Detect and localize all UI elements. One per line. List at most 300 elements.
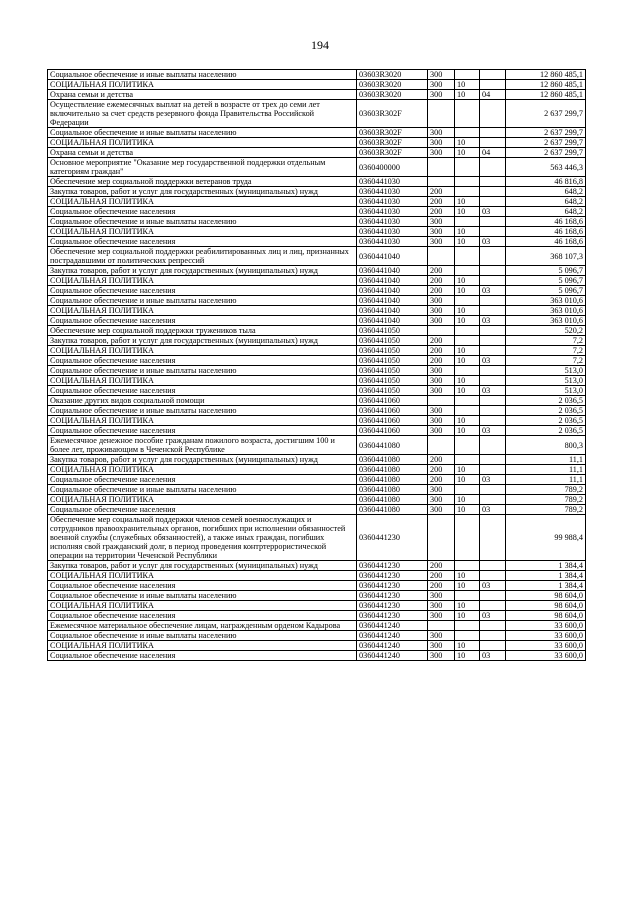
row-name-cell: Ежемесячное материальное обеспечение лицам, награжденным орденом Кадырова [48, 621, 357, 631]
row-section-cell: 10 [455, 90, 480, 100]
row-expense-type-cell: 200 [428, 276, 455, 286]
row-expense-type-cell: 200 [428, 465, 455, 475]
row-code-cell: 0360441050 [357, 376, 428, 386]
row-expense-type-cell: 300 [428, 426, 455, 436]
row-code-cell: 0360441230 [357, 591, 428, 601]
row-subsection-cell: 03 [480, 651, 506, 661]
row-section-cell: 10 [455, 571, 480, 581]
row-name-cell: Социальное обеспечение населения [48, 316, 357, 326]
row-code-cell: 0360441060 [357, 416, 428, 426]
row-amount-cell: 7,2 [506, 356, 586, 366]
row-amount-cell: 33 600,0 [506, 651, 586, 661]
row-name-cell: Социальное обеспечение и иные выплаты населению [48, 217, 357, 227]
table-row [48, 651, 586, 661]
row-code-cell: 0360441040 [357, 266, 428, 276]
table-row [48, 416, 586, 426]
row-code-cell: 0360441030 [357, 227, 428, 237]
row-amount-cell: 2 036,5 [506, 426, 586, 436]
row-name-cell: СОЦИАЛЬНАЯ ПОЛИТИКА [48, 495, 357, 505]
row-amount-cell: 789,2 [506, 485, 586, 495]
row-code-cell: 0360441230 [357, 601, 428, 611]
row-section-cell [455, 217, 480, 227]
row-subsection-cell [480, 217, 506, 227]
row-code-cell: 0360441040 [357, 286, 428, 296]
row-name-cell: Социальное обеспечение населения [48, 237, 357, 247]
row-subsection-cell [480, 247, 506, 266]
row-subsection-cell: 03 [480, 316, 506, 326]
row-code-cell: 0360441080 [357, 485, 428, 495]
row-subsection-cell [480, 515, 506, 561]
row-code-cell: 0360441050 [357, 326, 428, 336]
row-section-cell [455, 631, 480, 641]
row-expense-type-cell: 300 [428, 651, 455, 661]
row-subsection-cell [480, 641, 506, 651]
row-subsection-cell [480, 177, 506, 187]
row-amount-cell: 513,0 [506, 366, 586, 376]
row-expense-type-cell [428, 158, 455, 177]
row-expense-type-cell: 300 [428, 148, 455, 158]
table-row [48, 80, 586, 90]
row-name-cell: СОЦИАЛЬНАЯ ПОЛИТИКА [48, 346, 357, 356]
table-row [48, 376, 586, 386]
table-row [48, 316, 586, 326]
row-subsection-cell [480, 326, 506, 336]
row-subsection-cell [480, 346, 506, 356]
row-code-cell: 0360441060 [357, 406, 428, 416]
row-amount-cell: 2 036,5 [506, 406, 586, 416]
table-row [48, 276, 586, 286]
row-amount-cell: 1 384,4 [506, 561, 586, 571]
table-row [48, 406, 586, 416]
row-amount-cell: 363 010,6 [506, 306, 586, 316]
row-expense-type-cell: 300 [428, 591, 455, 601]
row-expense-type-cell: 300 [428, 128, 455, 138]
table-row [48, 346, 586, 356]
row-section-cell: 10 [455, 227, 480, 237]
row-code-cell: 0360441050 [357, 386, 428, 396]
row-section-cell [455, 515, 480, 561]
row-code-cell: 0360441040 [357, 296, 428, 306]
table-row [48, 366, 586, 376]
row-section-cell: 10 [455, 237, 480, 247]
table-row [48, 465, 586, 475]
row-code-cell: 0360441240 [357, 631, 428, 641]
row-amount-cell: 33 600,0 [506, 621, 586, 631]
row-subsection-cell [480, 100, 506, 128]
row-amount-cell: 1 384,4 [506, 581, 586, 591]
row-name-cell: Социальное обеспечение и иные выплаты населению [48, 128, 357, 138]
row-subsection-cell: 03 [480, 207, 506, 217]
row-code-cell: 0360441030 [357, 237, 428, 247]
table-row [48, 100, 586, 128]
row-code-cell: 0360441230 [357, 611, 428, 621]
table-row [48, 90, 586, 100]
row-section-cell: 10 [455, 276, 480, 286]
row-section-cell: 10 [455, 148, 480, 158]
row-name-cell: Социальное обеспечение и иные выплаты населению [48, 366, 357, 376]
row-section-cell: 10 [455, 505, 480, 515]
row-subsection-cell [480, 465, 506, 475]
row-name-cell: Обеспечение мер социальной поддержки членов семей военнослужащих и сотрудников правоохранительных органов, погибших при исполнении обязанностей военной службы (служебных обязанностей), а также иных граждан, погибших исполняя свой гражданский долг, в период проведения контртеррористической операции на территории Чеченской Республики [48, 515, 357, 561]
row-code-cell: 0360441030 [357, 207, 428, 217]
row-amount-cell: 98 604,0 [506, 611, 586, 621]
table-row [48, 641, 586, 651]
table-row [48, 266, 586, 276]
row-amount-cell: 368 107,3 [506, 247, 586, 266]
row-name-cell: Социальное обеспечение населения [48, 426, 357, 436]
row-expense-type-cell: 200 [428, 571, 455, 581]
row-section-cell [455, 485, 480, 495]
row-amount-cell: 363 010,6 [506, 316, 586, 326]
row-name-cell: СОЦИАЛЬНАЯ ПОЛИТИКА [48, 138, 357, 148]
row-subsection-cell [480, 631, 506, 641]
row-section-cell [455, 247, 480, 266]
row-subsection-cell [480, 128, 506, 138]
row-code-cell: 03603R302F [357, 138, 428, 148]
row-name-cell: Социальное обеспечение населения [48, 611, 357, 621]
row-subsection-cell [480, 376, 506, 386]
row-section-cell: 10 [455, 138, 480, 148]
row-section-cell [455, 455, 480, 465]
row-expense-type-cell [428, 326, 455, 336]
row-amount-cell: 1 384,4 [506, 571, 586, 581]
row-expense-type-cell: 200 [428, 266, 455, 276]
row-expense-type-cell: 200 [428, 475, 455, 485]
row-subsection-cell [480, 187, 506, 197]
table-row [48, 436, 586, 455]
row-amount-cell: 2 637 299,7 [506, 138, 586, 148]
row-expense-type-cell: 300 [428, 237, 455, 247]
row-subsection-cell [480, 406, 506, 416]
row-expense-type-cell [428, 100, 455, 128]
row-subsection-cell: 04 [480, 148, 506, 158]
row-amount-cell: 33 600,0 [506, 641, 586, 651]
row-section-cell: 10 [455, 611, 480, 621]
row-code-cell: 03603R3020 [357, 70, 428, 80]
row-code-cell: 0360441040 [357, 247, 428, 266]
row-name-cell: Оказание других видов социальной помощи [48, 396, 357, 406]
row-subsection-cell: 03 [480, 237, 506, 247]
row-section-cell [455, 326, 480, 336]
row-name-cell: СОЦИАЛЬНАЯ ПОЛИТИКА [48, 571, 357, 581]
row-code-cell: 0360441050 [357, 336, 428, 346]
row-expense-type-cell: 300 [428, 376, 455, 386]
row-name-cell: Закупка товаров, работ и услуг для государственных (муниципальных) нужд [48, 455, 357, 465]
row-section-cell [455, 158, 480, 177]
row-amount-cell: 363 010,6 [506, 296, 586, 306]
row-section-cell [455, 621, 480, 631]
row-code-cell: 03603R302F [357, 148, 428, 158]
row-expense-type-cell: 300 [428, 406, 455, 416]
row-amount-cell: 98 604,0 [506, 601, 586, 611]
row-name-cell: Обеспечение мер социальной поддержки реабилитированных лиц и лиц, признанных пострадавшими от политических репрессий [48, 247, 357, 266]
row-code-cell: 0360441040 [357, 306, 428, 316]
row-expense-type-cell: 200 [428, 207, 455, 217]
row-expense-type-cell: 300 [428, 227, 455, 237]
row-name-cell: Социальное обеспечение населения [48, 286, 357, 296]
table-row [48, 561, 586, 571]
row-section-cell: 10 [455, 495, 480, 505]
row-amount-cell: 99 988,4 [506, 515, 586, 561]
row-code-cell: 0360441230 [357, 571, 428, 581]
row-subsection-cell [480, 158, 506, 177]
budget-table [47, 69, 586, 661]
row-name-cell: Закупка товаров, работ и услуг для государственных (муниципальных) нужд [48, 266, 357, 276]
row-name-cell: Социальное обеспечение и иные выплаты населению [48, 485, 357, 495]
row-section-cell: 10 [455, 581, 480, 591]
table-row [48, 426, 586, 436]
row-name-cell: СОЦИАЛЬНАЯ ПОЛИТИКА [48, 601, 357, 611]
row-subsection-cell [480, 396, 506, 406]
row-section-cell [455, 70, 480, 80]
row-expense-type-cell: 300 [428, 138, 455, 148]
row-expense-type-cell: 300 [428, 306, 455, 316]
row-subsection-cell [480, 436, 506, 455]
row-section-cell [455, 396, 480, 406]
table-row [48, 237, 586, 247]
row-name-cell: Закупка товаров, работ и услуг для государственных (муниципальных) нужд [48, 336, 357, 346]
table-row [48, 148, 586, 158]
row-name-cell: Социальное обеспечение и иные выплаты населению [48, 406, 357, 416]
row-name-cell: Обеспечение мер социальной поддержки тружеников тыла [48, 326, 357, 336]
table-row [48, 326, 586, 336]
row-name-cell: СОЦИАЛЬНАЯ ПОЛИТИКА [48, 306, 357, 316]
row-amount-cell: 2 637 299,7 [506, 148, 586, 158]
row-expense-type-cell: 200 [428, 455, 455, 465]
row-subsection-cell [480, 306, 506, 316]
row-section-cell: 10 [455, 416, 480, 426]
row-amount-cell: 7,2 [506, 346, 586, 356]
row-name-cell: Закупка товаров, работ и услуг для государственных (муниципальных) нужд [48, 187, 357, 197]
row-name-cell: СОЦИАЛЬНАЯ ПОЛИТИКА [48, 197, 357, 207]
row-code-cell: 0360441230 [357, 581, 428, 591]
row-code-cell: 0360400000 [357, 158, 428, 177]
row-expense-type-cell: 300 [428, 641, 455, 651]
table-row [48, 571, 586, 581]
row-expense-type-cell: 200 [428, 197, 455, 207]
row-name-cell: Охрана семьи и детства [48, 148, 357, 158]
row-name-cell: СОЦИАЛЬНАЯ ПОЛИТИКА [48, 641, 357, 651]
row-subsection-cell [480, 485, 506, 495]
table-row [48, 197, 586, 207]
table-row [48, 356, 586, 366]
row-code-cell: 0360441040 [357, 316, 428, 326]
table-row [48, 591, 586, 601]
row-amount-cell: 5 096,7 [506, 276, 586, 286]
row-subsection-cell [480, 571, 506, 581]
row-subsection-cell [480, 266, 506, 276]
row-expense-type-cell [428, 621, 455, 631]
row-subsection-cell: 03 [480, 505, 506, 515]
row-section-cell [455, 366, 480, 376]
row-amount-cell: 46 168,6 [506, 227, 586, 237]
row-subsection-cell [480, 455, 506, 465]
row-code-cell: 0360441080 [357, 495, 428, 505]
row-amount-cell: 513,0 [506, 386, 586, 396]
row-name-cell: Обеспечение мер социальной поддержки ветеранов труда [48, 177, 357, 187]
table-row [48, 621, 586, 631]
row-expense-type-cell [428, 247, 455, 266]
row-code-cell: 0360441230 [357, 515, 428, 561]
row-name-cell: Социальное обеспечение и иные выплаты населению [48, 296, 357, 306]
row-code-cell: 0360441230 [357, 561, 428, 571]
row-amount-cell: 2 637 299,7 [506, 128, 586, 138]
row-name-cell: СОЦИАЛЬНАЯ ПОЛИТИКА [48, 465, 357, 475]
row-amount-cell: 98 604,0 [506, 591, 586, 601]
row-code-cell: 0360441080 [357, 475, 428, 485]
row-amount-cell: 2 637 299,7 [506, 100, 586, 128]
row-expense-type-cell [428, 515, 455, 561]
table-row [48, 475, 586, 485]
row-code-cell: 0360441080 [357, 455, 428, 465]
row-section-cell [455, 561, 480, 571]
row-code-cell: 0360441050 [357, 366, 428, 376]
row-code-cell: 0360441030 [357, 217, 428, 227]
row-amount-cell: 5 096,7 [506, 286, 586, 296]
page-number: 194 [311, 38, 329, 52]
table-row [48, 505, 586, 515]
row-name-cell: Социальное обеспечение и иные выплаты населению [48, 70, 357, 80]
row-amount-cell: 12 860 485,1 [506, 80, 586, 90]
row-expense-type-cell: 200 [428, 356, 455, 366]
row-amount-cell: 513,0 [506, 376, 586, 386]
row-expense-type-cell: 300 [428, 601, 455, 611]
row-subsection-cell [480, 621, 506, 631]
row-expense-type-cell: 300 [428, 485, 455, 495]
row-subsection-cell: 03 [480, 611, 506, 621]
row-subsection-cell [480, 601, 506, 611]
row-expense-type-cell: 300 [428, 70, 455, 80]
row-code-cell: 0360441030 [357, 177, 428, 187]
row-subsection-cell [480, 366, 506, 376]
row-subsection-cell: 03 [480, 426, 506, 436]
row-name-cell: Социальное обеспечение и иные выплаты населению [48, 591, 357, 601]
row-section-cell: 10 [455, 601, 480, 611]
row-code-cell: 0360441030 [357, 197, 428, 207]
table-row [48, 128, 586, 138]
row-subsection-cell: 03 [480, 286, 506, 296]
table-row [48, 207, 586, 217]
row-name-cell: СОЦИАЛЬНАЯ ПОЛИТИКА [48, 227, 357, 237]
row-section-cell: 10 [455, 207, 480, 217]
row-amount-cell: 46 168,6 [506, 237, 586, 247]
row-expense-type-cell: 300 [428, 386, 455, 396]
row-code-cell: 0360441030 [357, 187, 428, 197]
row-code-cell: 0360441060 [357, 426, 428, 436]
row-subsection-cell [480, 197, 506, 207]
row-name-cell: Социальное обеспечение населения [48, 581, 357, 591]
row-expense-type-cell: 200 [428, 346, 455, 356]
row-section-cell [455, 128, 480, 138]
row-amount-cell: 5 096,7 [506, 266, 586, 276]
row-subsection-cell [480, 276, 506, 286]
row-subsection-cell [480, 70, 506, 80]
row-amount-cell: 2 036,5 [506, 396, 586, 406]
row-subsection-cell: 03 [480, 386, 506, 396]
row-amount-cell: 789,2 [506, 495, 586, 505]
row-amount-cell: 12 860 485,1 [506, 90, 586, 100]
row-code-cell: 0360441080 [357, 505, 428, 515]
table-row [48, 227, 586, 237]
row-expense-type-cell: 300 [428, 296, 455, 306]
table-row [48, 611, 586, 621]
row-subsection-cell: 04 [480, 90, 506, 100]
row-expense-type-cell: 300 [428, 611, 455, 621]
row-amount-cell: 12 860 485,1 [506, 70, 586, 80]
table-row [48, 247, 586, 266]
row-amount-cell: 46 168,6 [506, 217, 586, 227]
row-expense-type-cell: 300 [428, 90, 455, 100]
row-section-cell: 10 [455, 376, 480, 386]
row-amount-cell: 563 446,3 [506, 158, 586, 177]
row-code-cell: 0360441060 [357, 396, 428, 406]
row-section-cell: 10 [455, 465, 480, 475]
row-code-cell: 0360441080 [357, 465, 428, 475]
row-section-cell: 10 [455, 651, 480, 661]
row-section-cell: 10 [455, 316, 480, 326]
table-row [48, 336, 586, 346]
table-row [48, 396, 586, 406]
row-subsection-cell: 03 [480, 356, 506, 366]
table-row [48, 177, 586, 187]
table-row [48, 495, 586, 505]
row-name-cell: Основное мероприятие "Оказание мер государственной поддержки отдельным категориям граждан" [48, 158, 357, 177]
row-expense-type-cell: 300 [428, 416, 455, 426]
row-section-cell: 10 [455, 286, 480, 296]
row-code-cell: 0360441240 [357, 621, 428, 631]
table-row [48, 138, 586, 148]
row-subsection-cell: 03 [480, 581, 506, 591]
row-code-cell: 03603R302F [357, 128, 428, 138]
row-expense-type-cell: 200 [428, 286, 455, 296]
row-name-cell: СОЦИАЛЬНАЯ ПОЛИТИКА [48, 416, 357, 426]
row-expense-type-cell [428, 396, 455, 406]
row-name-cell: Социальное обеспечение населения [48, 505, 357, 515]
row-section-cell [455, 296, 480, 306]
row-expense-type-cell: 300 [428, 366, 455, 376]
row-section-cell [455, 336, 480, 346]
row-expense-type-cell [428, 177, 455, 187]
row-amount-cell: 648,2 [506, 187, 586, 197]
row-expense-type-cell: 200 [428, 561, 455, 571]
row-name-cell: Социальное обеспечение населения [48, 386, 357, 396]
row-code-cell: 03603R3020 [357, 90, 428, 100]
row-code-cell: 0360441040 [357, 276, 428, 286]
row-amount-cell: 46 816,8 [506, 177, 586, 187]
row-code-cell: 03603R302F [357, 100, 428, 128]
table-row [48, 386, 586, 396]
row-amount-cell: 11,1 [506, 475, 586, 485]
row-amount-cell: 800,3 [506, 436, 586, 455]
row-name-cell: СОЦИАЛЬНАЯ ПОЛИТИКА [48, 376, 357, 386]
row-name-cell: СОЦИАЛЬНАЯ ПОЛИТИКА [48, 80, 357, 90]
row-subsection-cell [480, 416, 506, 426]
table-row [48, 455, 586, 465]
row-code-cell: 0360441240 [357, 651, 428, 661]
row-code-cell: 0360441240 [357, 641, 428, 651]
row-section-cell [455, 177, 480, 187]
row-subsection-cell [480, 336, 506, 346]
budget-table-body [48, 70, 586, 661]
row-subsection-cell: 03 [480, 475, 506, 485]
row-expense-type-cell: 300 [428, 631, 455, 641]
row-name-cell: Закупка товаров, работ и услуг для государственных (муниципальных) нужд [48, 561, 357, 571]
row-name-cell: Ежемесячное денежное пособие гражданам пожилого возраста, достигшим 100 и более лет, проживающим в Чеченской Республике [48, 436, 357, 455]
row-section-cell: 10 [455, 426, 480, 436]
row-section-cell [455, 100, 480, 128]
row-section-cell: 10 [455, 386, 480, 396]
row-code-cell: 0360441050 [357, 346, 428, 356]
